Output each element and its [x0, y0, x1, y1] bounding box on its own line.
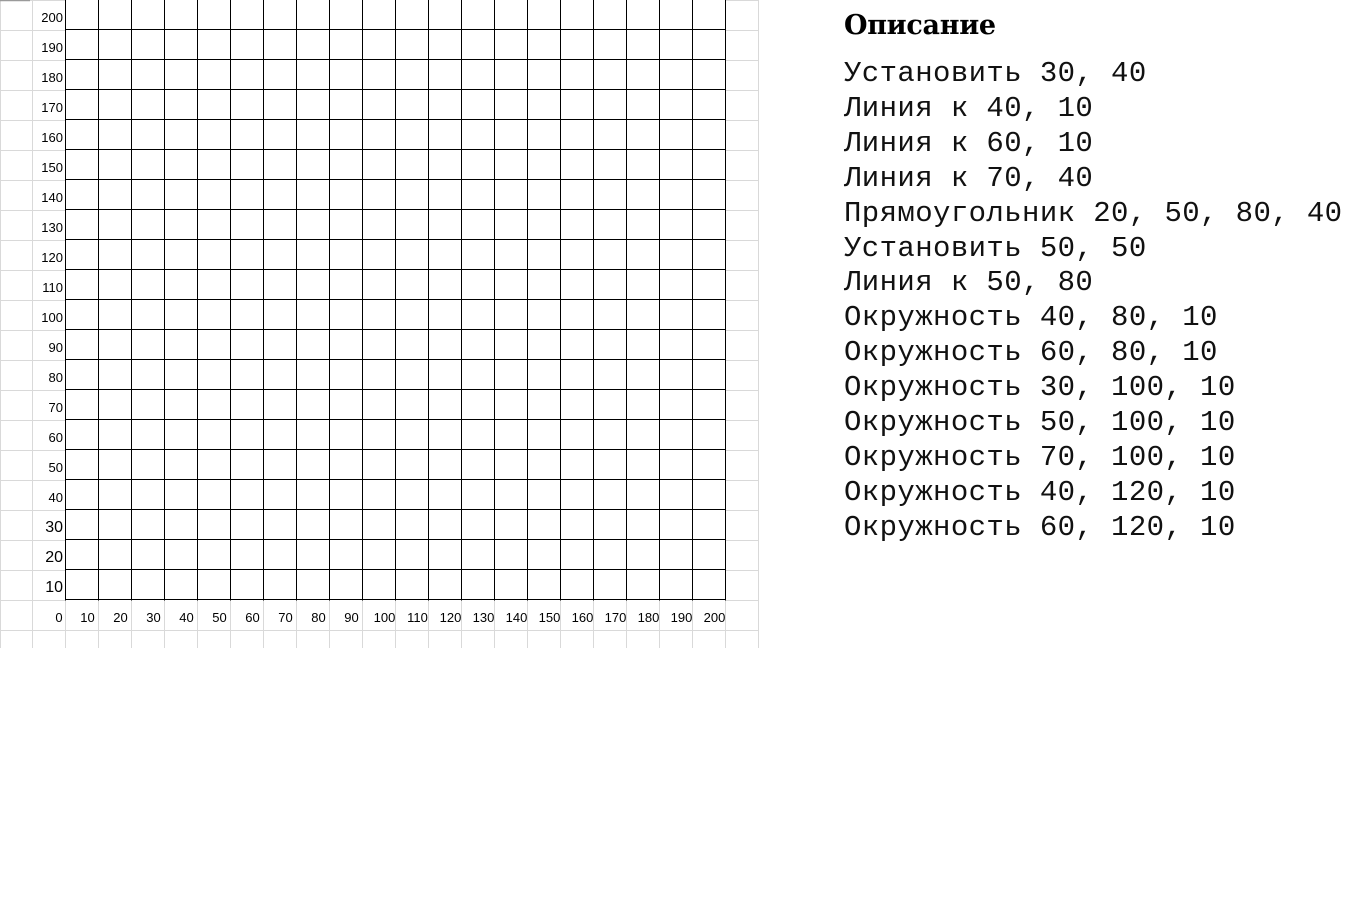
x-axis-label: 110 — [407, 610, 428, 625]
y-axis-label: 190 — [41, 40, 63, 55]
x-axis-label: 10 — [80, 610, 95, 625]
y-axis-label: 170 — [41, 100, 63, 115]
x-axis-label: 0 — [55, 610, 63, 625]
y-axis-label: 70 — [48, 400, 63, 415]
y-axis-label: 60 — [48, 430, 63, 445]
x-axis-label: 150 — [538, 610, 561, 625]
x-axis-label: 170 — [604, 610, 627, 625]
y-axis-label: 110 — [42, 280, 63, 295]
command-line: Линия к 70, 40 — [844, 161, 1094, 195]
y-axis-label: 100 — [41, 310, 63, 325]
y-axis-label: 150 — [41, 160, 63, 175]
y-axis-label: 90 — [48, 340, 63, 355]
command-line: Установить 50, 50 — [844, 231, 1147, 265]
command-line: Линия к 60, 10 — [844, 126, 1094, 160]
command-line: Линия к 50, 80 — [844, 266, 1094, 300]
x-axis-label: 60 — [245, 610, 260, 625]
y-axis-label: 50 — [48, 460, 63, 475]
y-axis-label: 30 — [45, 519, 63, 536]
grid-canvas[interactable] — [0, 0, 770, 650]
command-line: Окружность 60, 80, 10 — [844, 336, 1218, 370]
description-title: Описание — [844, 10, 996, 41]
x-axis-label: 20 — [113, 610, 128, 625]
command-line: Прямоугольник 20, 50, 80, 40 — [844, 196, 1343, 230]
x-axis-label: 40 — [179, 610, 194, 625]
spreadsheet-grid[interactable] — [0, 0, 770, 650]
x-axis-label: 90 — [344, 610, 359, 625]
x-axis-label: 130 — [472, 610, 495, 625]
x-axis-label: 100 — [373, 610, 396, 625]
command-line: Окружность 40, 120, 10 — [844, 475, 1236, 509]
x-axis-label: 200 — [703, 610, 726, 625]
x-axis-label: 80 — [311, 610, 326, 625]
y-axis-label: 200 — [41, 10, 63, 25]
x-axis-label: 50 — [212, 610, 227, 625]
x-axis-label: 120 — [439, 610, 462, 625]
y-axis-label: 80 — [48, 370, 63, 385]
y-axis-label: 140 — [41, 190, 63, 205]
command-line: Окружность 50, 100, 10 — [844, 406, 1236, 440]
x-axis-label: 160 — [571, 610, 594, 625]
x-axis-label: 70 — [278, 610, 293, 625]
y-axis-label: 10 — [45, 579, 63, 596]
y-axis-label: 40 — [48, 490, 63, 505]
command-line: Окружность 70, 100, 10 — [844, 440, 1236, 474]
command-list — [844, 57, 1344, 546]
x-axis-label: 140 — [505, 610, 528, 625]
y-axis-label: 160 — [41, 130, 63, 145]
command-line: Окружность 40, 80, 10 — [844, 301, 1218, 335]
command-line: Окружность 30, 100, 10 — [844, 371, 1236, 405]
x-axis-label: 180 — [637, 610, 660, 625]
y-axis-label: 130 — [41, 220, 63, 235]
y-axis-label: 120 — [41, 250, 63, 265]
y-axis-label: 20 — [45, 549, 63, 566]
y-axis-label: 180 — [41, 70, 63, 85]
command-line: Окружность 60, 120, 10 — [844, 510, 1236, 544]
description-panel — [844, 10, 1344, 546]
command-line: Линия к 40, 10 — [844, 91, 1094, 125]
x-axis-label: 190 — [670, 610, 693, 625]
x-axis-label: 30 — [146, 610, 161, 625]
command-line: Установить 30, 40 — [844, 57, 1147, 90]
